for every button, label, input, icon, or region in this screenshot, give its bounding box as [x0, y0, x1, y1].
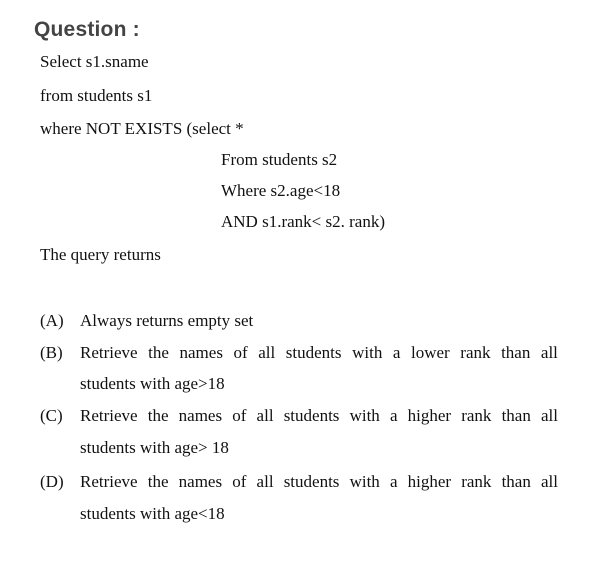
option-b-first-line-word: of — [233, 343, 248, 362]
option-c-first-line-word: higher — [407, 406, 452, 425]
option-b-first-line — [80, 343, 558, 363]
option-a-text: Always returns empty set — [80, 311, 254, 330]
query-line-subquery-where: Where s2.age<18 — [221, 181, 341, 200]
option-d-first-line-word: than — [501, 472, 531, 491]
query-line-from: from students s1 — [40, 86, 153, 105]
option-c-letter: (C) — [40, 406, 63, 425]
question-prompt: The query returns — [40, 245, 161, 264]
option-d-first-line-word: all — [540, 472, 558, 491]
option-d-first-line-word: higher — [407, 472, 452, 491]
option-c-first-line-word: Retrieve — [80, 406, 138, 425]
option-b-first-line-word: rank — [460, 343, 491, 362]
query-line-subquery-and: AND s1.rank< s2. rank) — [221, 212, 385, 231]
option-b-first-line-word: a — [392, 343, 401, 362]
option-c-first-line-word: students — [283, 406, 340, 425]
option-b-first-line-word: all — [540, 343, 558, 362]
option-c-first-line-word: of — [232, 406, 247, 425]
query-line-where: where NOT EXISTS (select * — [40, 119, 244, 138]
option-b-first-line-word: with — [352, 343, 383, 362]
option-d-first-line-word: of — [232, 472, 247, 491]
option-d-first-line-word: all — [256, 472, 274, 491]
option-b-continuation: students with age>18 — [80, 374, 225, 393]
question-heading: Question : — [34, 18, 140, 41]
option-c-first-line-word: names — [178, 406, 223, 425]
option-b-first-line-word: students — [285, 343, 342, 362]
query-line-subquery-from: From students s2 — [221, 150, 338, 169]
option-d-first-line — [80, 472, 558, 492]
option-d-first-line-word: names — [178, 472, 223, 491]
option-b-first-line-word: all — [258, 343, 276, 362]
option-b-first-line-word: than — [501, 343, 531, 362]
option-c-first-line-word: with — [349, 406, 380, 425]
option-b-first-line-word: lower — [411, 343, 450, 362]
option-a-letter: (A) — [40, 311, 64, 330]
option-d-first-line-word: the — [147, 472, 169, 491]
option-c-first-line-word: all — [256, 406, 274, 425]
option-d-first-line-word: Retrieve — [80, 472, 138, 491]
option-b-first-line-word: Retrieve — [80, 343, 138, 362]
option-c-first-line-word: than — [501, 406, 531, 425]
option-d-letter: (D) — [40, 472, 64, 491]
option-b-letter: (B) — [40, 343, 63, 362]
option-b-first-line-word: the — [148, 343, 169, 362]
option-c-first-line-word: all — [540, 406, 558, 425]
option-c-first-line-word: the — [147, 406, 169, 425]
option-c-first-line-word: rank — [461, 406, 492, 425]
query-line-select: Select s1.sname — [40, 52, 149, 71]
option-c-continuation: students with age> 18 — [80, 438, 229, 457]
option-c-first-line-word: a — [389, 406, 398, 425]
option-d-first-line-word: with — [349, 472, 380, 491]
option-d-first-line-word: students — [283, 472, 340, 491]
option-d-first-line-word: rank — [461, 472, 492, 491]
option-d-first-line-word: a — [389, 472, 398, 491]
option-c-first-line — [80, 406, 558, 426]
option-b-first-line-word: names — [179, 343, 223, 362]
option-d-continuation: students with age<18 — [80, 504, 225, 523]
